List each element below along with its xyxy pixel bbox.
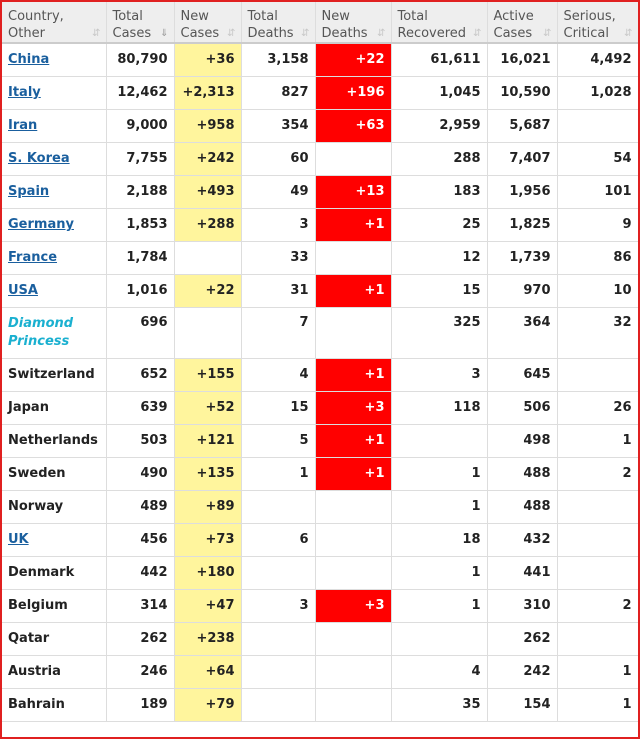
new-deaths-cell: +1: [315, 274, 391, 307]
country-link[interactable]: USA: [8, 283, 38, 298]
table-row: [2, 556, 638, 589]
total-cases-cell: 1,784: [106, 241, 174, 274]
total-deaths-cell: 3: [241, 589, 315, 622]
serious-critical-cell: 9: [557, 208, 638, 241]
recovered-cell: 25: [391, 208, 487, 241]
new-cases-cell: [174, 307, 241, 358]
column-header-serious-critical[interactable]: [557, 2, 638, 43]
total-cases-cell: 1,853: [106, 208, 174, 241]
serious-critical-cell: 10: [557, 274, 638, 307]
total-deaths-cell: [241, 655, 315, 688]
recovered-cell: 1: [391, 589, 487, 622]
recovered-cell: 2,959: [391, 109, 487, 142]
recovered-cell: [391, 424, 487, 457]
recovered-cell: 18: [391, 523, 487, 556]
new-cases-cell: +135: [174, 457, 241, 490]
table-header-row: [2, 2, 638, 43]
new-cases-cell: +89: [174, 490, 241, 523]
total-deaths-cell: [241, 688, 315, 721]
total-deaths-cell: 60: [241, 142, 315, 175]
new-deaths-cell: +3: [315, 589, 391, 622]
table-row: [2, 76, 638, 109]
sort-arrows-icon[interactable]: ⇵: [473, 28, 482, 39]
new-cases-cell: +180: [174, 556, 241, 589]
serious-critical-cell: 1,028: [557, 76, 638, 109]
new-deaths-cell: [315, 688, 391, 721]
new-deaths-cell: [315, 655, 391, 688]
column-header-total-deaths[interactable]: [241, 2, 315, 43]
table-row: [2, 241, 638, 274]
column-header-label: Serious, Critical: [563, 9, 616, 41]
total-deaths-cell: [241, 622, 315, 655]
column-header-label: New Cases: [180, 9, 220, 41]
serious-critical-cell: 1: [557, 424, 638, 457]
column-header-new-deaths[interactable]: [315, 2, 391, 43]
table-body: [2, 43, 638, 721]
active-cases-cell: 432: [487, 523, 557, 556]
new-deaths-cell: [315, 142, 391, 175]
active-cases-cell: 16,021: [487, 43, 557, 76]
country-cell: [2, 274, 106, 307]
new-deaths-cell: +196: [315, 76, 391, 109]
new-deaths-cell: +1: [315, 424, 391, 457]
sort-arrows-icon[interactable]: ⇵: [227, 28, 236, 39]
recovered-cell: [391, 622, 487, 655]
total-deaths-cell: 827: [241, 76, 315, 109]
new-deaths-cell: [315, 622, 391, 655]
total-deaths-cell: 49: [241, 175, 315, 208]
country-cell: [2, 109, 106, 142]
total-cases-cell: 7,755: [106, 142, 174, 175]
new-cases-cell: +79: [174, 688, 241, 721]
table-row: [2, 622, 638, 655]
serious-critical-cell: [557, 490, 638, 523]
active-cases-cell: 1,956: [487, 175, 557, 208]
total-cases-cell: 490: [106, 457, 174, 490]
column-header-total-cases[interactable]: [106, 2, 174, 43]
serious-critical-cell: 1: [557, 688, 638, 721]
serious-critical-cell: [557, 358, 638, 391]
active-cases-cell: 970: [487, 274, 557, 307]
total-deaths-cell: 3,158: [241, 43, 315, 76]
total-deaths-cell: 33: [241, 241, 315, 274]
serious-critical-cell: 26: [557, 391, 638, 424]
country-cell: Diamond Princess: [2, 307, 106, 358]
total-cases-cell: 246: [106, 655, 174, 688]
total-deaths-cell: 5: [241, 424, 315, 457]
country-link[interactable]: Germany: [8, 217, 74, 232]
country-cell: [2, 523, 106, 556]
recovered-cell: 118: [391, 391, 487, 424]
table-row: [2, 109, 638, 142]
serious-critical-cell: [557, 523, 638, 556]
sort-arrows-icon[interactable]: ⇵: [301, 28, 310, 39]
new-cases-cell: +958: [174, 109, 241, 142]
column-header-label: Total Cases: [112, 9, 152, 41]
country-cell: Qatar: [2, 622, 106, 655]
total-cases-cell: 442: [106, 556, 174, 589]
sort-arrows-icon[interactable]: ⇓: [160, 28, 169, 39]
new-deaths-cell: +3: [315, 391, 391, 424]
country-cell: Bahrain: [2, 688, 106, 721]
new-deaths-cell: +22: [315, 43, 391, 76]
country-link[interactable]: France: [8, 250, 58, 265]
total-deaths-cell: [241, 556, 315, 589]
total-deaths-cell: 7: [241, 307, 315, 358]
table-row: [2, 358, 638, 391]
table-row: [2, 175, 638, 208]
new-cases-cell: +238: [174, 622, 241, 655]
new-deaths-cell: [315, 556, 391, 589]
table-row: [2, 424, 638, 457]
new-cases-cell: +2,313: [174, 76, 241, 109]
country-cell: [2, 241, 106, 274]
new-deaths-cell: +1: [315, 457, 391, 490]
table-row: [2, 391, 638, 424]
active-cases-cell: 488: [487, 457, 557, 490]
total-deaths-cell: 4: [241, 358, 315, 391]
new-deaths-cell: +13: [315, 175, 391, 208]
active-cases-cell: 506: [487, 391, 557, 424]
active-cases-cell: 5,687: [487, 109, 557, 142]
country-link[interactable]: Iran: [8, 118, 38, 133]
country-cell: Japan: [2, 391, 106, 424]
recovered-cell: 325: [391, 307, 487, 358]
active-cases-cell: 1,825: [487, 208, 557, 241]
covid-stats-table: [2, 2, 639, 722]
active-cases-cell: 645: [487, 358, 557, 391]
new-deaths-cell: [315, 307, 391, 358]
recovered-cell: 12: [391, 241, 487, 274]
total-cases-cell: 1,016: [106, 274, 174, 307]
total-cases-cell: 9,000: [106, 109, 174, 142]
new-cases-cell: +121: [174, 424, 241, 457]
serious-critical-cell: 1: [557, 655, 638, 688]
country-cell: Switzerland: [2, 358, 106, 391]
total-cases-cell: 189: [106, 688, 174, 721]
new-cases-cell: +155: [174, 358, 241, 391]
country-link[interactable]: Italy: [8, 85, 41, 100]
new-deaths-cell: +63: [315, 109, 391, 142]
total-cases-cell: 12,462: [106, 76, 174, 109]
total-deaths-cell: 15: [241, 391, 315, 424]
serious-critical-cell: [557, 109, 638, 142]
recovered-cell: 1: [391, 490, 487, 523]
new-deaths-cell: [315, 490, 391, 523]
column-header-new-cases[interactable]: [174, 2, 241, 43]
country-link[interactable]: S. Korea: [8, 151, 70, 166]
active-cases-cell: 7,407: [487, 142, 557, 175]
total-cases-cell: 503: [106, 424, 174, 457]
column-header-country[interactable]: [2, 2, 106, 43]
active-cases-cell: 310: [487, 589, 557, 622]
column-header-label: New Deaths: [321, 9, 368, 41]
table-row: [2, 688, 638, 721]
table-row: [2, 523, 638, 556]
new-cases-cell: +73: [174, 523, 241, 556]
total-deaths-cell: 1: [241, 457, 315, 490]
new-cases-cell: +242: [174, 142, 241, 175]
total-deaths-cell: 354: [241, 109, 315, 142]
country-cell: [2, 43, 106, 76]
country-link[interactable]: China: [8, 52, 50, 68]
table-row: [2, 142, 638, 175]
sort-arrows-icon[interactable]: ⇵: [92, 28, 101, 39]
country-cell: Netherlands: [2, 424, 106, 457]
new-cases-cell: [174, 241, 241, 274]
serious-critical-cell: 86: [557, 241, 638, 274]
total-deaths-cell: 3: [241, 208, 315, 241]
recovered-cell: 61,611: [391, 43, 487, 76]
country-cell: Belgium: [2, 589, 106, 622]
recovered-cell: 3: [391, 358, 487, 391]
serious-critical-cell: 2: [557, 457, 638, 490]
table-row: [2, 43, 638, 76]
new-cases-cell: +47: [174, 589, 241, 622]
table-row: [2, 457, 638, 490]
country-cell: Norway: [2, 490, 106, 523]
country-cell: Austria: [2, 655, 106, 688]
active-cases-cell: 364: [487, 307, 557, 358]
active-cases-cell: 1,739: [487, 241, 557, 274]
recovered-cell: 4: [391, 655, 487, 688]
active-cases-cell: 154: [487, 688, 557, 721]
table-row: [2, 490, 638, 523]
total-cases-cell: 2,188: [106, 175, 174, 208]
new-cases-cell: +36: [174, 43, 241, 76]
serious-critical-cell: 2: [557, 589, 638, 622]
table-row: [2, 208, 638, 241]
recovered-cell: 35: [391, 688, 487, 721]
country-cell: Sweden: [2, 457, 106, 490]
country-cell: [2, 175, 106, 208]
column-header-label: Total Recovered: [397, 9, 467, 41]
recovered-cell: 1,045: [391, 76, 487, 109]
sort-arrows-icon[interactable]: ⇵: [543, 28, 552, 39]
recovered-cell: 183: [391, 175, 487, 208]
serious-critical-cell: 32: [557, 307, 638, 358]
new-cases-cell: +52: [174, 391, 241, 424]
new-cases-cell: +288: [174, 208, 241, 241]
new-deaths-cell: +1: [315, 208, 391, 241]
column-header-active-cases[interactable]: [487, 2, 557, 43]
serious-critical-cell: 54: [557, 142, 638, 175]
active-cases-cell: 498: [487, 424, 557, 457]
active-cases-cell: 242: [487, 655, 557, 688]
total-deaths-cell: 31: [241, 274, 315, 307]
new-deaths-cell: [315, 523, 391, 556]
total-cases-cell: 639: [106, 391, 174, 424]
recovered-cell: 15: [391, 274, 487, 307]
sort-arrows-icon[interactable]: ⇵: [377, 28, 386, 39]
country-link[interactable]: Spain: [8, 184, 50, 199]
total-cases-cell: 696: [106, 307, 174, 358]
new-cases-cell: +22: [174, 274, 241, 307]
serious-critical-cell: [557, 622, 638, 655]
total-cases-cell: 489: [106, 490, 174, 523]
country-cell: [2, 142, 106, 175]
active-cases-cell: 10,590: [487, 76, 557, 109]
country-cell: [2, 208, 106, 241]
country-cell: Denmark: [2, 556, 106, 589]
column-header-label: Total Deaths: [247, 9, 294, 41]
country-link[interactable]: UK: [8, 532, 29, 547]
column-header-total-recovered[interactable]: [391, 2, 487, 43]
total-cases-cell: 456: [106, 523, 174, 556]
recovered-cell: 1: [391, 556, 487, 589]
country-cell: [2, 76, 106, 109]
serious-critical-cell: 101: [557, 175, 638, 208]
new-deaths-cell: [315, 241, 391, 274]
table-row: [2, 655, 638, 688]
table-row: [2, 274, 638, 307]
total-cases-cell: 314: [106, 589, 174, 622]
serious-critical-cell: [557, 556, 638, 589]
total-cases-cell: 80,790: [106, 43, 174, 76]
table-row: [2, 307, 638, 358]
active-cases-cell: 262: [487, 622, 557, 655]
total-cases-cell: 262: [106, 622, 174, 655]
new-cases-cell: +64: [174, 655, 241, 688]
column-header-label: Active Cases: [493, 9, 534, 41]
total-deaths-cell: 6: [241, 523, 315, 556]
total-deaths-cell: [241, 490, 315, 523]
active-cases-cell: 488: [487, 490, 557, 523]
sort-arrows-icon[interactable]: ⇵: [624, 28, 633, 39]
new-deaths-cell: +1: [315, 358, 391, 391]
serious-critical-cell: 4,492: [557, 43, 638, 76]
column-header-label: Country, Other: [8, 9, 64, 41]
recovered-cell: 1: [391, 457, 487, 490]
new-cases-cell: +493: [174, 175, 241, 208]
table-row: [2, 589, 638, 622]
recovered-cell: 288: [391, 142, 487, 175]
total-cases-cell: 652: [106, 358, 174, 391]
active-cases-cell: 441: [487, 556, 557, 589]
